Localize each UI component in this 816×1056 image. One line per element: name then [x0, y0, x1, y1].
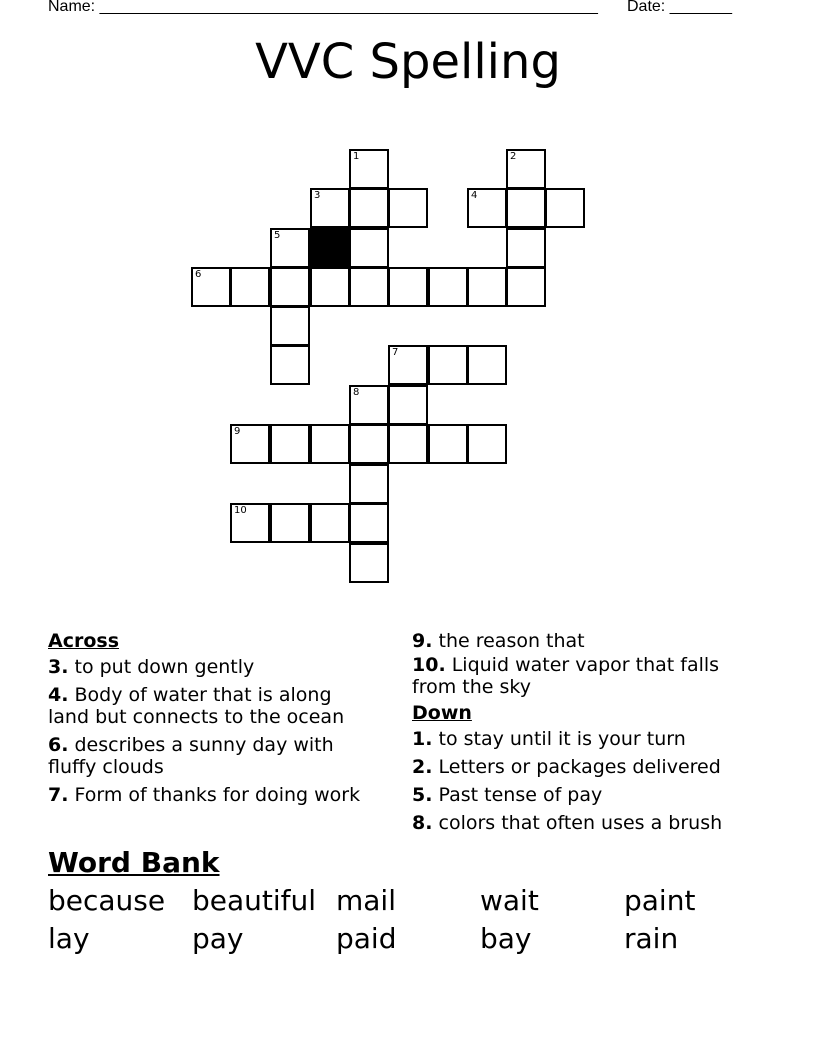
crossword-cell[interactable]: [230, 267, 270, 307]
clue-item-number: 9.: [412, 630, 433, 652]
word-bank: [48, 882, 768, 962]
clue-item-number: 7.: [48, 784, 69, 806]
clue-item-text: to put down gently: [74, 656, 255, 678]
word-bank-item: bay: [480, 922, 532, 955]
crossword-cell[interactable]: [270, 306, 310, 346]
crossword-cell[interactable]: [310, 424, 350, 464]
word-bank-item: mail: [336, 884, 396, 917]
crossword-cell[interactable]: [506, 188, 546, 228]
crossword-cell[interactable]: [428, 345, 468, 385]
crossword-cell[interactable]: [428, 424, 468, 464]
crossword-cell[interactable]: [349, 149, 389, 189]
crossword-cell[interactable]: [428, 267, 468, 307]
crossword-cell[interactable]: [270, 503, 310, 543]
clue-item: [48, 734, 378, 778]
crossword-cell[interactable]: [230, 424, 270, 464]
clue-number: 6: [195, 269, 202, 280]
clue-item-text: the reason that: [438, 630, 585, 652]
word-bank-item: rain: [624, 922, 679, 955]
crossword-cell[interactable]: [270, 228, 310, 268]
word-bank-item: beautiful: [192, 884, 317, 917]
clues-section: [48, 630, 768, 850]
clue-item-number: 1.: [412, 728, 433, 750]
clue-item-number: 4.: [48, 684, 69, 706]
clue-item: [48, 684, 378, 728]
black-square: [310, 228, 350, 268]
crossword-cell[interactable]: [270, 345, 310, 385]
clue-item-text: Past tense of pay: [438, 784, 603, 806]
clue-number: 4: [471, 190, 478, 201]
crossword-cell[interactable]: [467, 188, 507, 228]
clue-item: [48, 784, 378, 806]
clue-item-number: 8.: [412, 812, 433, 834]
crossword-cell[interactable]: [270, 424, 310, 464]
clue-number: 3: [314, 190, 321, 201]
crossword-cell[interactable]: [388, 188, 428, 228]
clue-item-number: 6.: [48, 734, 69, 756]
clue-item-number: 2.: [412, 756, 433, 778]
clues-left-column: [48, 630, 378, 812]
clue-item: [412, 784, 762, 806]
clue-item-number: 3.: [48, 656, 69, 678]
across-heading: Across: [48, 630, 120, 652]
clue-item: [412, 630, 762, 652]
crossword-cell[interactable]: [388, 385, 428, 425]
clue-item-text: Body of water that is along land but connects to the ocean: [48, 684, 345, 728]
crossword-cell[interactable]: [388, 345, 428, 385]
clue-item-text: Letters or packages delivered: [438, 756, 721, 778]
crossword-cell[interactable]: [506, 267, 546, 307]
word-bank-item: because: [48, 884, 166, 917]
clue-item: [48, 656, 378, 678]
down-heading: Down: [412, 702, 472, 724]
clue-number: 8: [353, 387, 360, 398]
word-bank-item: wait: [480, 884, 539, 917]
crossword-cell[interactable]: [310, 188, 350, 228]
clue-number: 10: [234, 505, 247, 516]
crossword-cell[interactable]: [270, 267, 310, 307]
clue-number: 5: [274, 230, 281, 241]
crossword-cell[interactable]: [467, 345, 507, 385]
crossword-cell[interactable]: [349, 385, 389, 425]
crossword-cell[interactable]: [230, 503, 270, 543]
clue-item-text: Form of thanks for doing work: [74, 784, 361, 806]
crossword-cell[interactable]: [506, 228, 546, 268]
clue-item: [412, 728, 762, 750]
crossword-cell[interactable]: [349, 228, 389, 268]
clue-item-number: 10.: [412, 654, 446, 676]
clue-number: 1: [353, 151, 360, 162]
clue-item-text: Liquid water vapor that falls from the sky: [412, 654, 720, 698]
word-bank-item: lay: [48, 922, 90, 955]
page-title: VVC Spelling: [255, 34, 561, 90]
crossword-cell[interactable]: [310, 267, 350, 307]
clue-item: [412, 756, 762, 778]
clue-item-text: describes a sunny day with fluffy clouds: [48, 734, 334, 778]
crossword-cell[interactable]: [388, 424, 428, 464]
crossword-cell[interactable]: [349, 267, 389, 307]
crossword-cell[interactable]: [349, 543, 389, 583]
crossword-cell[interactable]: [388, 267, 428, 307]
clue-item-text: colors that often uses a brush: [438, 812, 723, 834]
crossword-cell[interactable]: [545, 188, 585, 228]
clue-item-text: to stay until it is your turn: [438, 728, 686, 750]
clues-right-column: [412, 630, 762, 840]
crossword-cell[interactable]: [310, 503, 350, 543]
date-field-label: Date: _______: [627, 0, 732, 15]
crossword-cell[interactable]: [191, 267, 231, 307]
crossword-cell[interactable]: [349, 464, 389, 504]
word-bank-item: paid: [336, 922, 397, 955]
crossword-cell[interactable]: [349, 188, 389, 228]
clue-number: 2: [510, 151, 517, 162]
crossword-cell[interactable]: [467, 424, 507, 464]
crossword-cell[interactable]: [349, 503, 389, 543]
clue-number: 7: [392, 347, 399, 358]
name-field-label: Name: ________________________________________________________: [48, 0, 598, 15]
word-bank-item: pay: [192, 922, 244, 955]
clue-item: [412, 812, 762, 834]
word-bank-title: Word Bank: [48, 846, 220, 879]
crossword-cell[interactable]: [349, 424, 389, 464]
clue-item-number: 5.: [412, 784, 433, 806]
clue-item: [412, 654, 762, 698]
clue-number: 9: [234, 426, 241, 437]
word-bank-item: paint: [624, 884, 696, 917]
crossword-cell[interactable]: [506, 149, 546, 189]
crossword-cell[interactable]: [467, 267, 507, 307]
